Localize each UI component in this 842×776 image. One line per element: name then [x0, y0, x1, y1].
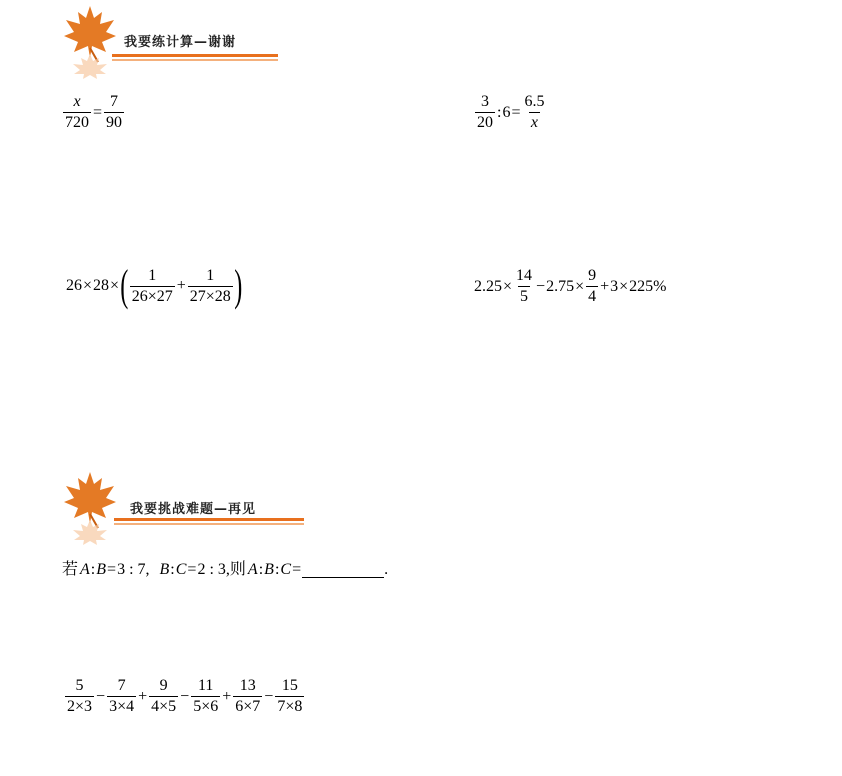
- colon: :: [274, 561, 280, 578]
- denominator: 3×4: [109, 698, 135, 715]
- problem-1: [62, 94, 125, 131]
- numerator: 6.5: [524, 93, 545, 110]
- numerator: 7: [110, 93, 119, 110]
- numerator: 5: [75, 677, 84, 694]
- maple-leaf-icon: [62, 4, 118, 82]
- section2-underline-light: [114, 523, 304, 525]
- fraction: [586, 268, 598, 305]
- denominator: 5×6: [193, 698, 219, 715]
- ratio-value: 2 : 3,: [197, 561, 230, 578]
- section1-header: [62, 4, 292, 64]
- numerator: x: [73, 93, 81, 110]
- var-b: B: [264, 561, 274, 578]
- denominator: x: [530, 114, 539, 131]
- label-ruo: 若: [62, 561, 79, 578]
- fraction: [107, 678, 136, 715]
- denominator: 4: [588, 288, 597, 305]
- plus-sign: +: [138, 687, 148, 705]
- denominator: 90: [106, 114, 123, 131]
- equals-sign: =: [187, 561, 197, 578]
- minus-sign: −: [536, 277, 546, 295]
- fraction: [275, 678, 304, 715]
- denominator: 6×7: [235, 698, 261, 715]
- ratio-sign: :: [497, 103, 502, 121]
- number: 6: [502, 103, 511, 121]
- numerator: 3: [481, 93, 489, 110]
- equals-sign: =: [292, 561, 302, 578]
- problem-5: [62, 562, 388, 578]
- left-paren: (: [120, 261, 129, 310]
- numerator: 9: [588, 267, 597, 284]
- section1-underline: [112, 54, 278, 57]
- section1-underline-light: [112, 59, 278, 61]
- denominator: 7×8: [277, 698, 303, 715]
- minus-sign: −: [264, 687, 274, 705]
- maple-leaf-icon: [62, 468, 118, 550]
- plus-sign: +: [176, 277, 186, 294]
- section2-header: [62, 468, 312, 528]
- plus-sign: +: [222, 687, 232, 705]
- fraction: [522, 94, 546, 131]
- fraction: [63, 94, 91, 131]
- times-sign: ×: [83, 277, 93, 294]
- numerator: 7: [117, 677, 126, 694]
- fraction: [149, 678, 178, 715]
- fraction: [514, 268, 534, 305]
- var-c: C: [280, 561, 292, 578]
- equals-sign: =: [511, 103, 521, 121]
- label-ze: 则: [229, 561, 246, 578]
- section1-title: 我要练计算—谢谢: [124, 35, 237, 50]
- colon: :: [258, 561, 264, 578]
- colon: :: [170, 561, 175, 578]
- var-b: B: [96, 561, 107, 578]
- fraction: [233, 678, 262, 715]
- number: 3: [610, 277, 619, 295]
- equals-sign: =: [93, 103, 103, 121]
- numerator: 11: [198, 677, 214, 694]
- fraction: [191, 678, 220, 715]
- numerator: 1: [148, 266, 157, 284]
- numerator: 9: [159, 677, 168, 694]
- denominator: 2×3: [67, 698, 93, 715]
- minus-sign: −: [180, 687, 190, 705]
- problem-6: [64, 678, 305, 715]
- plus-sign: +: [600, 277, 610, 295]
- period: .: [384, 561, 389, 578]
- right-paren: ): [234, 261, 243, 310]
- section2-underline: [114, 518, 304, 521]
- fraction: [188, 268, 233, 305]
- numerator: 13: [239, 677, 256, 694]
- problem-4: [474, 268, 666, 305]
- times-sign: ×: [619, 277, 629, 295]
- numerator: 15: [281, 677, 298, 694]
- percent-value: 225%: [629, 277, 667, 295]
- fraction: [65, 678, 94, 715]
- times-sign: ×: [575, 277, 585, 295]
- denominator: 27×28: [189, 287, 231, 305]
- denominator: 20: [477, 114, 493, 131]
- number: 26: [66, 277, 82, 294]
- problem-3: [66, 261, 243, 310]
- times-sign: ×: [503, 277, 513, 295]
- answer-blank[interactable]: [302, 563, 384, 578]
- var-a: A: [80, 561, 90, 578]
- numerator: 14: [516, 267, 533, 284]
- denominator: 26×27: [131, 287, 173, 305]
- colon: :: [90, 561, 96, 578]
- denominator: 5: [520, 288, 529, 305]
- minus-sign: −: [96, 687, 106, 705]
- ratio-value: 3 : 7,: [117, 561, 150, 578]
- number: 28: [93, 277, 110, 294]
- problem-2: [474, 94, 547, 131]
- section2-title: 我要挑战难题—再见: [130, 502, 257, 517]
- var-c: C: [175, 561, 187, 578]
- denominator: 4×5: [151, 698, 177, 715]
- times-sign: ×: [110, 277, 120, 294]
- fraction: [475, 94, 495, 131]
- fraction: [104, 94, 124, 131]
- var-a: A: [247, 561, 258, 578]
- numerator: 1: [206, 266, 215, 284]
- fraction: [130, 268, 175, 305]
- number: 2.75: [546, 277, 575, 295]
- equals-sign: =: [107, 561, 117, 578]
- number: 2.25: [474, 277, 502, 295]
- var-b: B: [159, 561, 170, 578]
- denominator: 720: [65, 114, 89, 131]
